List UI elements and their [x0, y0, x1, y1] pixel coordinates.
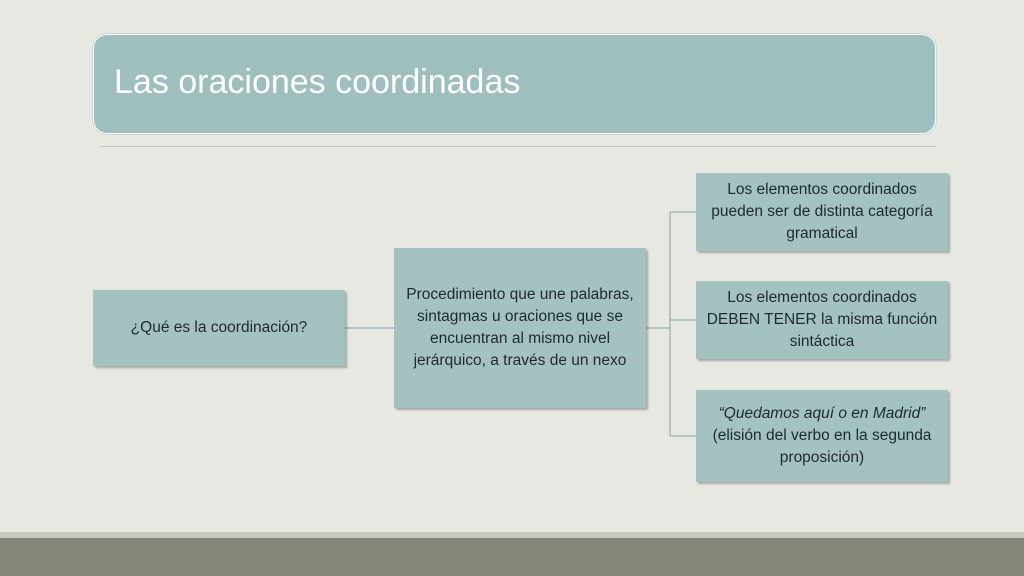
- definition-node: [394, 248, 646, 408]
- detail-node-function: [696, 281, 948, 359]
- detail-node-example-text: [704, 403, 940, 469]
- example-quote: “Quedamos aquí o en Madrid”: [718, 405, 926, 422]
- example-note: (elisión del verbo en la segunda proposición): [712, 427, 932, 466]
- footer-band: [0, 538, 1024, 576]
- detail-node-example: [696, 390, 948, 482]
- detail-node-function-label: Los elementos coordinados DEBEN TENER la misma función sintáctica: [706, 289, 938, 350]
- root-node-label: ¿Qué es la coordinación?: [130, 319, 308, 336]
- definition-node-label: Procedimiento que une palabras, sintagmas u oraciones que se encuentran al mismo nivel jerárquico, a través de un nexo: [406, 286, 634, 369]
- root-node: [93, 290, 345, 366]
- detail-node-category-label: Los elementos coordinados pueden ser de distinta categoría gramatical: [711, 181, 933, 242]
- detail-node-category: [696, 173, 948, 251]
- slide-title: Las oraciones coordinadas: [114, 63, 521, 101]
